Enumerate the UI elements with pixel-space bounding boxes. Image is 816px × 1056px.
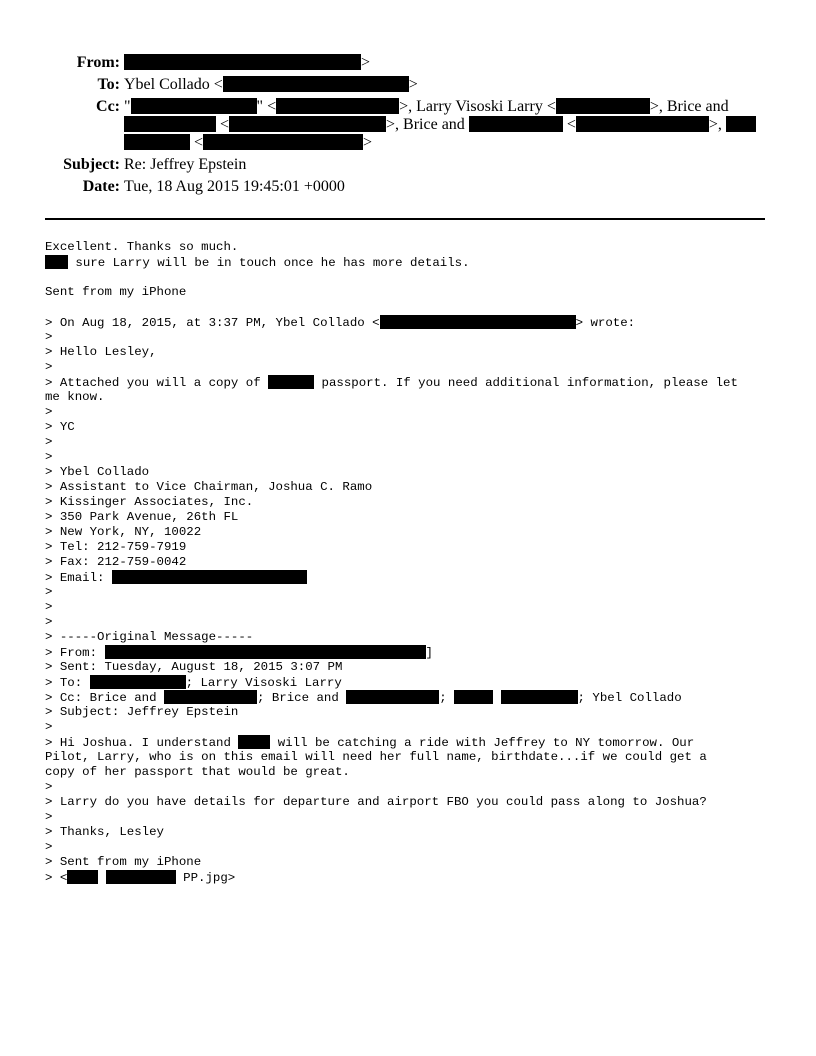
- body-line: >: [45, 780, 53, 794]
- redaction-box: [556, 98, 650, 114]
- redaction-box: [90, 675, 186, 689]
- body-text: > To:: [45, 676, 90, 690]
- redaction-box: [124, 116, 216, 132]
- date-label: Date:: [82, 178, 120, 195]
- redaction-box: [229, 116, 386, 132]
- cc-text-2: >, Brice and: [649, 98, 729, 115]
- redaction-box: [124, 54, 361, 70]
- body-line: Pilot, Larry, who is on this email will need her full name, birthdate...if we could get a: [45, 750, 707, 764]
- body-line: >: [45, 450, 53, 464]
- body-line: [45, 645, 780, 660]
- body-line: > Sent from my iPhone: [45, 855, 202, 869]
- redaction-box: [67, 870, 98, 884]
- body-line: [45, 675, 780, 690]
- body-line: >: [45, 435, 53, 449]
- body-text: will be catching a ride with Jeffrey to NY tomorrow. Our: [270, 736, 695, 750]
- redaction-box: [726, 116, 756, 132]
- to-name: Ybel Collado <: [124, 76, 223, 93]
- body-text: > <: [45, 871, 68, 885]
- body-line: > Tel: 212-759-7919: [45, 540, 187, 554]
- body-line: me know.: [45, 390, 105, 404]
- body-text: > On Aug 18, 2015, at 3:37 PM, Ybel Collado <: [45, 316, 380, 330]
- body-line: [45, 255, 780, 270]
- redaction-box: [268, 375, 314, 389]
- redaction-box: [131, 98, 257, 114]
- body-text: ]: [425, 646, 433, 660]
- body-line: >: [45, 585, 53, 599]
- cc-text-3: >, Brice and: [386, 116, 465, 133]
- body-line: [45, 870, 780, 885]
- redaction-box: [454, 690, 493, 704]
- from-value: >: [124, 53, 370, 73]
- cc-line-2: < >, Brice and < >,: [124, 115, 756, 135]
- cc-line-1: " " < >, Larry Visoski Larry < >, Brice and: [124, 98, 729, 115]
- body-line: > Hello Lesley,: [45, 345, 157, 359]
- body-line: Sent from my iPhone: [45, 285, 187, 299]
- date-value: Tue, 18 Aug 2015 19:45:01 +0000: [124, 178, 345, 195]
- redaction-box: [576, 116, 709, 132]
- redaction-box: [223, 76, 409, 92]
- body-line: > YC: [45, 420, 75, 434]
- redaction-box: [276, 98, 399, 114]
- body-text: > Hi Joshua. I understand: [45, 736, 239, 750]
- redaction-box: [45, 255, 68, 269]
- body-line: [45, 735, 780, 750]
- blank-line: [45, 270, 780, 285]
- redaction-box: [105, 645, 426, 659]
- subject-label: Subject:: [63, 156, 120, 173]
- body-line: > New York, NY, 10022: [45, 525, 202, 539]
- body-text: PP.jpg>: [175, 871, 236, 885]
- body-text: > Attached you will a copy of: [45, 376, 269, 390]
- body-line: copy of her passport that would be great.: [45, 765, 350, 779]
- header-divider: [45, 218, 765, 220]
- body-line: Excellent. Thanks so much.: [45, 240, 239, 254]
- email-body: [45, 240, 780, 885]
- redaction-box: [124, 134, 190, 150]
- body-text: > From:: [45, 646, 105, 660]
- cc-line-3: < >: [124, 133, 372, 153]
- redaction-box: [112, 570, 307, 584]
- body-line: >: [45, 615, 53, 629]
- body-line: >: [45, 600, 53, 614]
- from-label: From:: [76, 54, 120, 71]
- body-line: >: [45, 840, 53, 854]
- cc-text-1: >, Larry Visoski Larry <: [399, 98, 556, 115]
- redaction-box: [164, 690, 257, 704]
- body-line: >: [45, 810, 53, 824]
- redaction-box: [238, 735, 270, 749]
- body-line: [45, 570, 780, 585]
- cc-label: Cc:: [96, 98, 120, 115]
- body-line: > Ybel Collado: [45, 465, 150, 479]
- to-value: Ybel Collado < >: [124, 76, 418, 93]
- body-line: > Thanks, Lesley: [45, 825, 164, 839]
- body-line: > -----Original Message-----: [45, 630, 254, 644]
- body-text: passport. If you need additional information, please let: [314, 376, 738, 390]
- to-label: To:: [97, 76, 120, 93]
- body-text: sure Larry will be in touch once he has more details.: [68, 256, 470, 270]
- body-line: >: [45, 405, 53, 419]
- subject-value: Re: Jeffrey Epstein: [124, 156, 247, 173]
- redaction-box: [346, 690, 439, 704]
- body-line: >: [45, 360, 53, 374]
- blank-line: [45, 300, 780, 315]
- redaction-box: [203, 134, 363, 150]
- body-line: > Subject: Jeffrey Epstein: [45, 705, 239, 719]
- body-line: > Fax: 212-759-0042: [45, 555, 187, 569]
- body-text: > Cc: Brice and: [45, 691, 164, 705]
- body-line: > Larry do you have details for departure and airport FBO you could pass along to Joshua?: [45, 795, 707, 809]
- redaction-box: [501, 690, 578, 704]
- body-text: ; Brice and: [256, 691, 347, 705]
- redaction-box: [380, 315, 576, 329]
- redaction-box: [469, 116, 563, 132]
- body-text: > Email:: [45, 571, 112, 585]
- body-text: ; Larry Visoski Larry: [185, 676, 342, 690]
- redaction-box: [106, 870, 176, 884]
- body-line: [45, 375, 780, 390]
- body-line: [45, 690, 780, 705]
- body-line: [45, 315, 780, 330]
- body-text: ;: [439, 691, 455, 705]
- body-text: ; Ybel Collado: [577, 691, 682, 705]
- body-line: >: [45, 720, 53, 734]
- body-line: > Assistant to Vice Chairman, Joshua C. Ramo: [45, 480, 373, 494]
- body-line: > 350 Park Avenue, 26th FL: [45, 510, 239, 524]
- body-line: >: [45, 330, 53, 344]
- body-line: > Sent: Tuesday, August 18, 2015 3:07 PM: [45, 660, 343, 674]
- body-text: > wrote:: [575, 316, 636, 330]
- body-line: > Kissinger Associates, Inc.: [45, 495, 254, 509]
